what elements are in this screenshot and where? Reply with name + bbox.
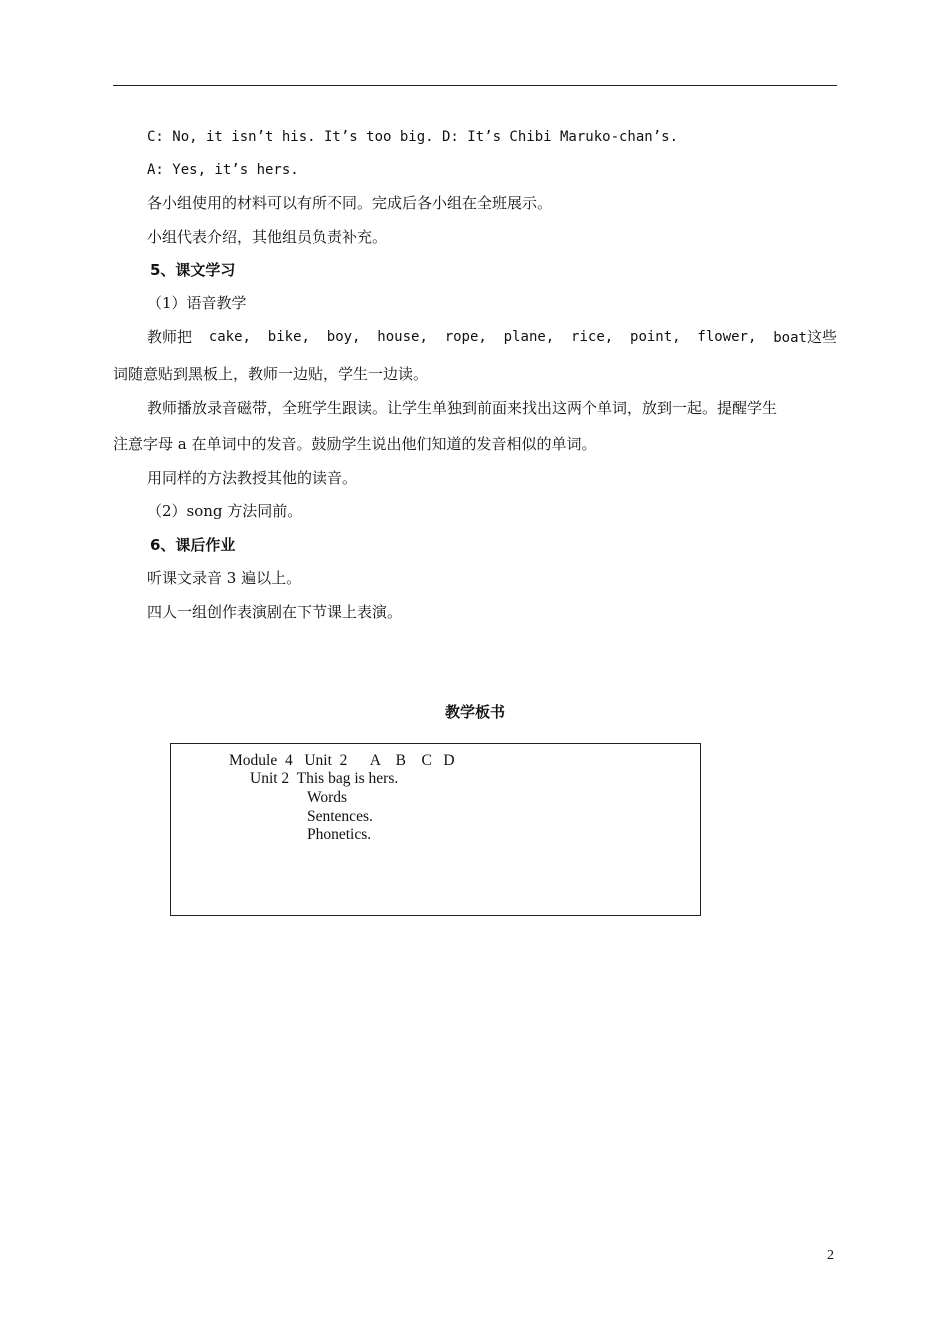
word-item: rope, — [444, 329, 487, 345]
paragraph-materials: 各小组使用的材料可以有所不同。完成后各小组在全班展示。 — [147, 194, 553, 212]
paragraph-same-method: 用同样的方法教授其他的读音。 — [147, 469, 358, 487]
dialogue-line-c: C: No, it isn’t his. It’s too big. D: It’s Chibi Maruko-chan’s. — [147, 129, 679, 145]
word-list-end — [773, 327, 837, 348]
paragraph-recording-cont: 注意字母 a 在单词中的发音。鼓励学生说出他们知道的发音相似的单词。 — [113, 435, 597, 453]
board-line-words: Words — [307, 789, 348, 806]
word-list-line — [147, 327, 837, 348]
word-item: bike, — [267, 329, 310, 345]
blackboard-box — [170, 743, 701, 916]
header-rule — [113, 85, 837, 86]
board-title: 教学板书 — [444, 703, 505, 721]
board-line-phonetics: Phonetics. — [307, 826, 372, 843]
dialogue-line-a: A: Yes, it’s hers. — [147, 162, 299, 178]
board-line-unit: Unit 2 This bag is hers. — [250, 770, 399, 787]
homework-item-2: 四人一组创作表演剧在下节课上表演。 — [147, 603, 403, 621]
word-item: cake, — [208, 329, 251, 345]
word-item: boat — [773, 330, 807, 346]
subsection-song: （2）song 方法同前。 — [147, 502, 303, 520]
board-line-module: Module 4 Unit 2 A B C D — [229, 752, 455, 769]
word-list-tail: 这些 — [806, 328, 837, 346]
word-item: rice, — [571, 329, 614, 345]
word-list-continuation: 词随意贴到黑板上，教师一边贴，学生一边读。 — [113, 365, 429, 383]
word-item: flower, — [697, 329, 757, 345]
paragraph-representative: 小组代表介绍，其他组员负责补充。 — [147, 228, 388, 246]
section-5-heading: 5、课文学习 — [150, 261, 236, 279]
word-item: house, — [377, 329, 428, 345]
word-item: point, — [630, 329, 681, 345]
board-line-sentences: Sentences. — [307, 808, 373, 825]
homework-item-1: 听课文录音 3 遍以上。 — [147, 569, 302, 587]
subsection-phonics: （1）语音教学 — [147, 294, 247, 312]
paragraph-recording: 教师播放录音磁带，全班学生跟读。让学生单独到前面来找出这两个单词，放到一起。提醒学生 — [147, 399, 778, 417]
word-item: boy, — [326, 329, 361, 345]
word-list-intro: 教师把 — [147, 328, 193, 346]
word-item: plane, — [503, 329, 555, 345]
section-6-heading: 6、课后作业 — [150, 536, 236, 554]
page-number: 2 — [827, 1248, 834, 1263]
